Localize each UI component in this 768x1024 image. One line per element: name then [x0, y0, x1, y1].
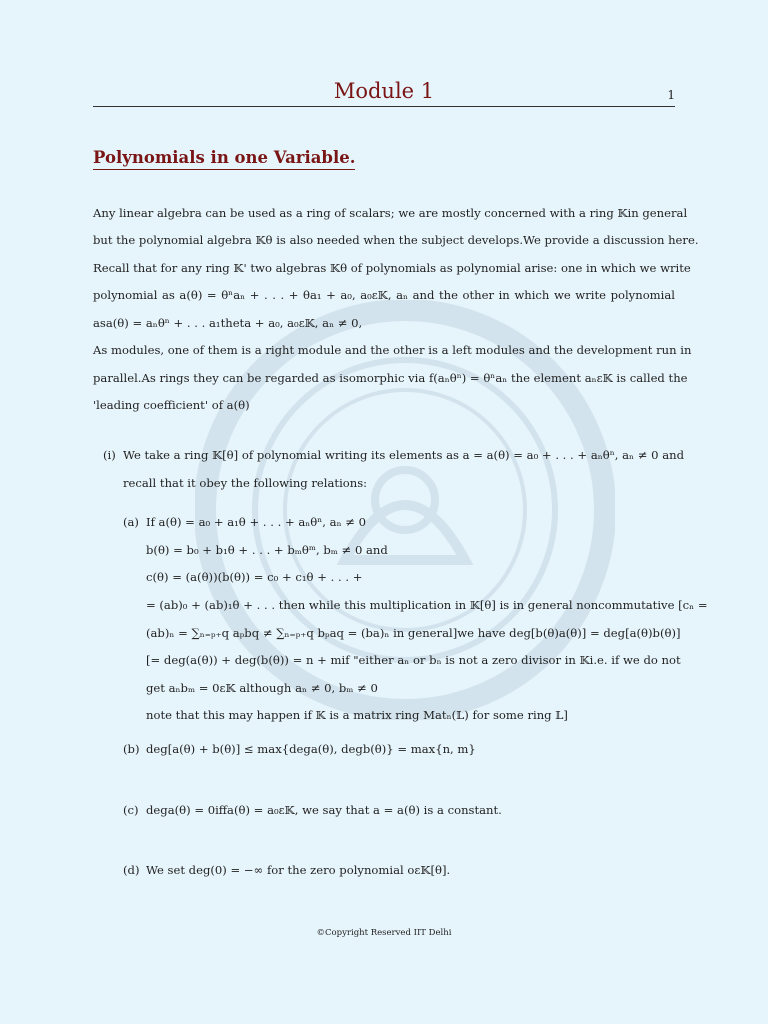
item-i-label: (i) [103, 448, 116, 462]
item-i-line: recall that it obey the following relations: [123, 476, 368, 490]
item-a-label: (a) [123, 515, 139, 529]
item-c-text: dega(θ) = 0iffa(θ) = a₀ε𝕂, we say that a = a(θ) is a constant. [146, 803, 502, 817]
intro-line: Recall that for any ring 𝕂' two algebras 𝕂θ of polynomials as polynomial arise: one in which we write [93, 261, 691, 275]
item-d-label: (d) [123, 863, 140, 877]
page-number: 1 [667, 88, 675, 102]
module-title: Module 1 [333, 79, 435, 103]
item-a-line: [= deg(a(θ)) + deg(b(θ)) = n + mif "either aₙ or bₙ is not a zero divisor in 𝕂i.e. if we do not [146, 653, 681, 667]
intro-line: polynomial as a(θ) = θⁿaₙ + . . . + θa₁ + a₀, a₀ε𝕂, aₙ and the other in which we write polynomial [93, 288, 675, 302]
item-a-line: (ab)ₙ = ∑ₙ₌ₚ₊q aₚbq ≠ ∑ₙ₌ₚ₊q bₚaq = (ba)ₙ in general]we have deg[b(θ)a(θ)] = deg[a(θ)b(θ)] [146, 626, 681, 640]
item-i-line: We take a ring 𝕂[θ] of polynomial writing its elements as a = a(θ) = a₀ + . . . + aₙθⁿ, aₙ ≠ 0 and [123, 448, 684, 462]
item-a-line: = (ab)₀ + (ab)₁θ + . . . then while this multiplication in 𝕂[θ] is in general noncommutative [cₙ = [146, 598, 708, 612]
item-c-label: (c) [123, 803, 139, 817]
item-a-line: If a(θ) = a₀ + a₁θ + . . . + aₙθⁿ, aₙ ≠ 0 [146, 515, 367, 529]
intro-line: 'leading coefficient' of a(θ) [93, 398, 250, 412]
item-d-text: We set deg(0) = −∞ for the zero polynomial oε𝕂[θ]. [146, 863, 451, 877]
intro-line: As modules, one of them is a right module and the other is a left modules and the development run in [93, 343, 692, 357]
item-a-line: note that this may happen if 𝕂 is a matrix ring Matₙ(𝕃) for some ring 𝕃] [146, 708, 568, 722]
item-b-text: deg[a(θ) + b(θ)] ≤ max{dega(θ), degb(θ)} = max{n, m} [146, 742, 476, 756]
item-a-line: get aₙbₘ = 0ε𝕂 although aₙ ≠ 0, bₘ ≠ 0 [146, 681, 378, 695]
page-header [93, 78, 675, 107]
intro-line: but the polynomial algebra 𝕂θ is also needed when the subject develops.We provide a discussion here. [93, 233, 699, 247]
copyright-footer: ©Copyright Reserved IIT Delhi [316, 928, 452, 938]
section-title: Polynomials in one Variable. [93, 148, 355, 170]
item-a-line: c(θ) = (a(θ))(b(θ)) = c₀ + c₁θ + . . . + [146, 570, 363, 584]
item-b-label: (b) [123, 742, 140, 756]
intro-line: asa(θ) = aₙθⁿ + . . . a₁theta + a₀, a₀ε𝕂, aₙ ≠ 0, [93, 316, 363, 330]
intro-line: parallel.As rings they can be regarded as isomorphic via f(aₙθⁿ) = θⁿaₙ the element aₙε𝕂 is called the [93, 371, 688, 385]
intro-line: Any linear algebra can be used as a ring of scalars; we are mostly concerned with a ring 𝕂in general [93, 206, 688, 220]
item-a-line: b(θ) = b₀ + b₁θ + . . . + bₘθᵐ, bₘ ≠ 0 and [146, 543, 388, 557]
